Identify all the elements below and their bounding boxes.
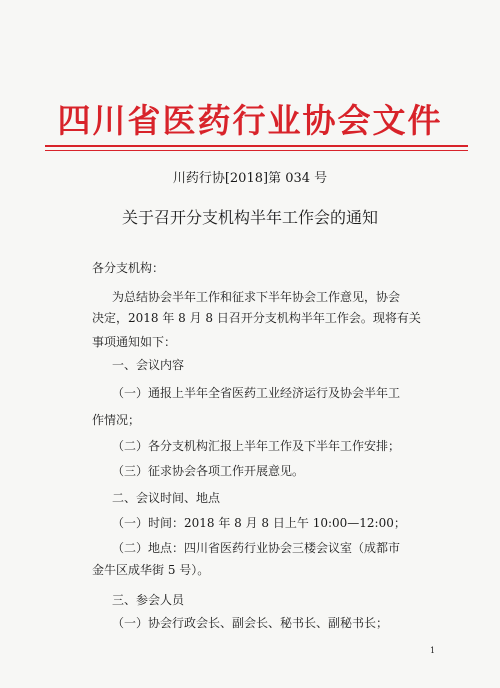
page-number: 1 <box>430 646 436 655</box>
section-heading: 三、参会人员 <box>112 593 185 607</box>
body-line: （一）通报上半年全省医药工业经济运行及协会半年工 <box>112 386 401 400</box>
section-heading: 二、会议时间、地点 <box>112 491 221 505</box>
body-line: 金牛区成华街 5 号）。 <box>92 563 210 577</box>
red-rule-thin <box>45 150 468 151</box>
salutation: 各分支机构： <box>92 261 165 275</box>
document-title: 关于召开分支机构半年工作会的通知 <box>121 208 378 227</box>
body-line: 决定，2018 年 8 月 8 日召开分支机构半年工作会。现将有关 <box>92 311 421 325</box>
body-line: 事项通知如下： <box>92 335 177 349</box>
org-header-title: 四川省医药行业协会文件 <box>57 101 443 140</box>
body-line: （二）地点：四川省医药行业协会三楼会议室（成都市 <box>112 541 401 555</box>
body-line: （一）时间：2018 年 8 月 8 日上午 10:00—12:00； <box>112 516 406 530</box>
red-rule-thick <box>45 145 468 147</box>
section-heading: 一、会议内容 <box>112 358 185 372</box>
body-line: （一）协会行政会长、副会长、秘书长、副秘书长； <box>112 616 389 630</box>
body-line: （三）征求协会各项工作开展意见。 <box>112 464 305 478</box>
body-line: 作情况； <box>92 413 141 427</box>
body-line: 为总结协会半年工作和征求下半年协会工作意见，协会 <box>112 290 401 304</box>
body-line: （二）各分支机构汇报上半年工作及下半年工作安排； <box>112 439 401 453</box>
document-number: 川药行协[2018]第 034 号 <box>172 171 328 186</box>
